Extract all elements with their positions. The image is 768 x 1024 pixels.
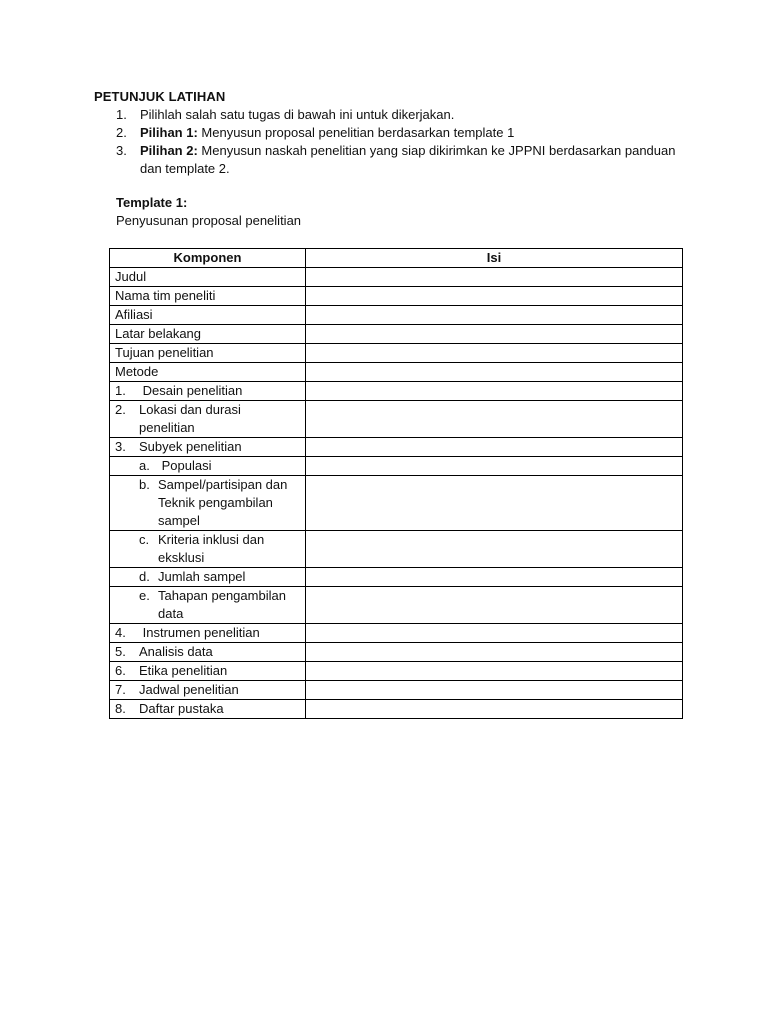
table-row <box>110 476 683 531</box>
komponen-number: 3. <box>115 439 126 454</box>
komponen-cell <box>110 287 306 306</box>
komponen-label: Populasi <box>158 458 212 473</box>
isi-cell[interactable] <box>306 662 683 681</box>
komponen-number: c. <box>139 532 150 547</box>
komponen-cell <box>110 662 306 681</box>
komponen-item <box>115 700 300 718</box>
isi-cell[interactable] <box>306 476 683 531</box>
komponen-item <box>115 476 300 530</box>
komponen-label: Nama tim peneliti <box>115 288 216 303</box>
isi-cell[interactable] <box>306 457 683 476</box>
komponen-label: Latar belakang <box>115 326 202 341</box>
table-row <box>110 457 683 476</box>
instruction-list <box>116 106 676 178</box>
table-row <box>110 306 683 325</box>
table-body <box>110 268 683 719</box>
template-subtitle: Penyusunan proposal penelitian <box>116 213 302 228</box>
table-row <box>110 587 683 624</box>
table-row <box>110 382 683 401</box>
instruction-text <box>140 142 676 178</box>
komponen-cell <box>110 681 306 700</box>
instruction-bold: Pilihan 2: <box>140 143 198 158</box>
komponen-item <box>115 531 300 567</box>
komponen-cell <box>110 643 306 662</box>
komponen-cell <box>110 700 306 719</box>
table-row <box>110 287 683 306</box>
komponen-item <box>115 643 300 661</box>
komponen-label: Sampel/partisipan dan Teknik pengambilan sampel <box>158 477 291 528</box>
table-row <box>110 344 683 363</box>
table-row <box>110 681 683 700</box>
isi-cell[interactable] <box>306 344 683 363</box>
komponen-label: Metode <box>115 364 159 379</box>
table-row <box>110 700 683 719</box>
component-table <box>109 248 683 719</box>
komponen-cell <box>110 568 306 587</box>
komponen-item <box>115 662 300 680</box>
isi-cell[interactable] <box>306 401 683 438</box>
komponen-label: Afiliasi <box>115 307 153 322</box>
table-row <box>110 624 683 643</box>
komponen-number: 8. <box>115 701 126 716</box>
komponen-cell <box>110 457 306 476</box>
komponen-label: Instrumen penelitian <box>139 625 260 640</box>
template-title: Template 1: <box>116 195 188 210</box>
komponen-cell <box>110 531 306 568</box>
komponen-label: Tujuan penelitian <box>115 345 214 360</box>
komponen-number: 7. <box>115 682 126 697</box>
komponen-cell <box>110 363 306 382</box>
komponen-cell <box>110 325 306 344</box>
komponen-cell <box>110 587 306 624</box>
komponen-cell <box>110 306 306 325</box>
komponen-number: 6. <box>115 663 126 678</box>
komponen-label: Desain penelitian <box>139 383 243 398</box>
komponen-item <box>115 624 300 642</box>
komponen-item <box>115 587 300 623</box>
komponen-number: 4. <box>115 625 126 640</box>
isi-cell[interactable] <box>306 568 683 587</box>
komponen-cell <box>110 344 306 363</box>
komponen-label: Lokasi dan durasi penelitian <box>139 402 245 435</box>
komponen-cell <box>110 382 306 401</box>
table-row <box>110 268 683 287</box>
table-header-row <box>110 249 683 268</box>
instruction-body: Pilihlah salah satu tugas di bawah ini untuk dikerjakan. <box>140 107 455 122</box>
komponen-number: 5. <box>115 644 126 659</box>
isi-cell[interactable] <box>306 700 683 719</box>
instruction-number: 3. <box>116 143 127 158</box>
komponen-cell <box>110 438 306 457</box>
table-row <box>110 643 683 662</box>
komponen-label: Etika penelitian <box>139 663 228 678</box>
header-isi: Isi <box>306 249 683 268</box>
komponen-cell <box>110 268 306 287</box>
isi-cell[interactable] <box>306 531 683 568</box>
table-row <box>110 568 683 587</box>
komponen-label: Jumlah sampel <box>158 569 246 584</box>
komponen-number: b. <box>139 477 150 492</box>
komponen-number: d. <box>139 569 150 584</box>
komponen-label: Kriteria inklusi dan eksklusi <box>158 532 268 565</box>
komponen-item <box>115 457 300 475</box>
header-komponen: Komponen <box>110 249 306 268</box>
table-row <box>110 438 683 457</box>
instruction-bold: Pilihan 1: <box>140 125 198 140</box>
isi-cell[interactable] <box>306 268 683 287</box>
table-row <box>110 662 683 681</box>
table-row <box>110 531 683 568</box>
instruction-item <box>116 142 676 178</box>
komponen-item <box>115 438 300 456</box>
instruction-item <box>116 124 676 142</box>
komponen-label: Analisis data <box>139 644 213 659</box>
instruction-text <box>140 124 676 142</box>
komponen-number: a. <box>139 458 150 473</box>
table-row <box>110 325 683 344</box>
table-row <box>110 401 683 438</box>
komponen-number: 2. <box>115 402 126 417</box>
instruction-body: Menyusun proposal penelitian berdasarkan template 1 <box>197 125 515 140</box>
komponen-label: Jadwal penelitian <box>139 682 239 697</box>
instruction-number: 1. <box>116 107 127 122</box>
isi-cell[interactable] <box>306 681 683 700</box>
komponen-label: Tahapan pengambilan data <box>158 588 290 621</box>
instruction-body: Menyusun naskah penelitian yang siap dikirimkan ke JPPNI berdasarkan panduan dan template 2. <box>140 143 676 176</box>
isi-cell[interactable] <box>306 643 683 662</box>
komponen-item <box>115 382 300 400</box>
isi-cell[interactable] <box>306 325 683 344</box>
isi-cell[interactable] <box>306 438 683 457</box>
instruction-text <box>140 106 676 124</box>
isi-cell[interactable] <box>306 363 683 382</box>
isi-cell[interactable] <box>306 624 683 643</box>
komponen-number: e. <box>139 588 150 603</box>
isi-cell[interactable] <box>306 587 683 624</box>
komponen-item <box>115 568 300 586</box>
instruction-number: 2. <box>116 125 127 140</box>
komponen-label: Subyek penelitian <box>139 439 242 454</box>
isi-cell[interactable] <box>306 382 683 401</box>
komponen-cell <box>110 476 306 531</box>
table-row <box>110 363 683 382</box>
instruction-item <box>116 106 676 124</box>
komponen-number: 1. <box>115 383 126 398</box>
isi-cell[interactable] <box>306 306 683 325</box>
komponen-item <box>115 401 300 437</box>
page-title: PETUNJUK LATIHAN <box>94 89 226 104</box>
isi-cell[interactable] <box>306 287 683 306</box>
komponen-item <box>115 681 300 699</box>
komponen-label: Judul <box>115 269 147 284</box>
komponen-label: Daftar pustaka <box>139 701 224 716</box>
komponen-cell <box>110 401 306 438</box>
komponen-cell <box>110 624 306 643</box>
